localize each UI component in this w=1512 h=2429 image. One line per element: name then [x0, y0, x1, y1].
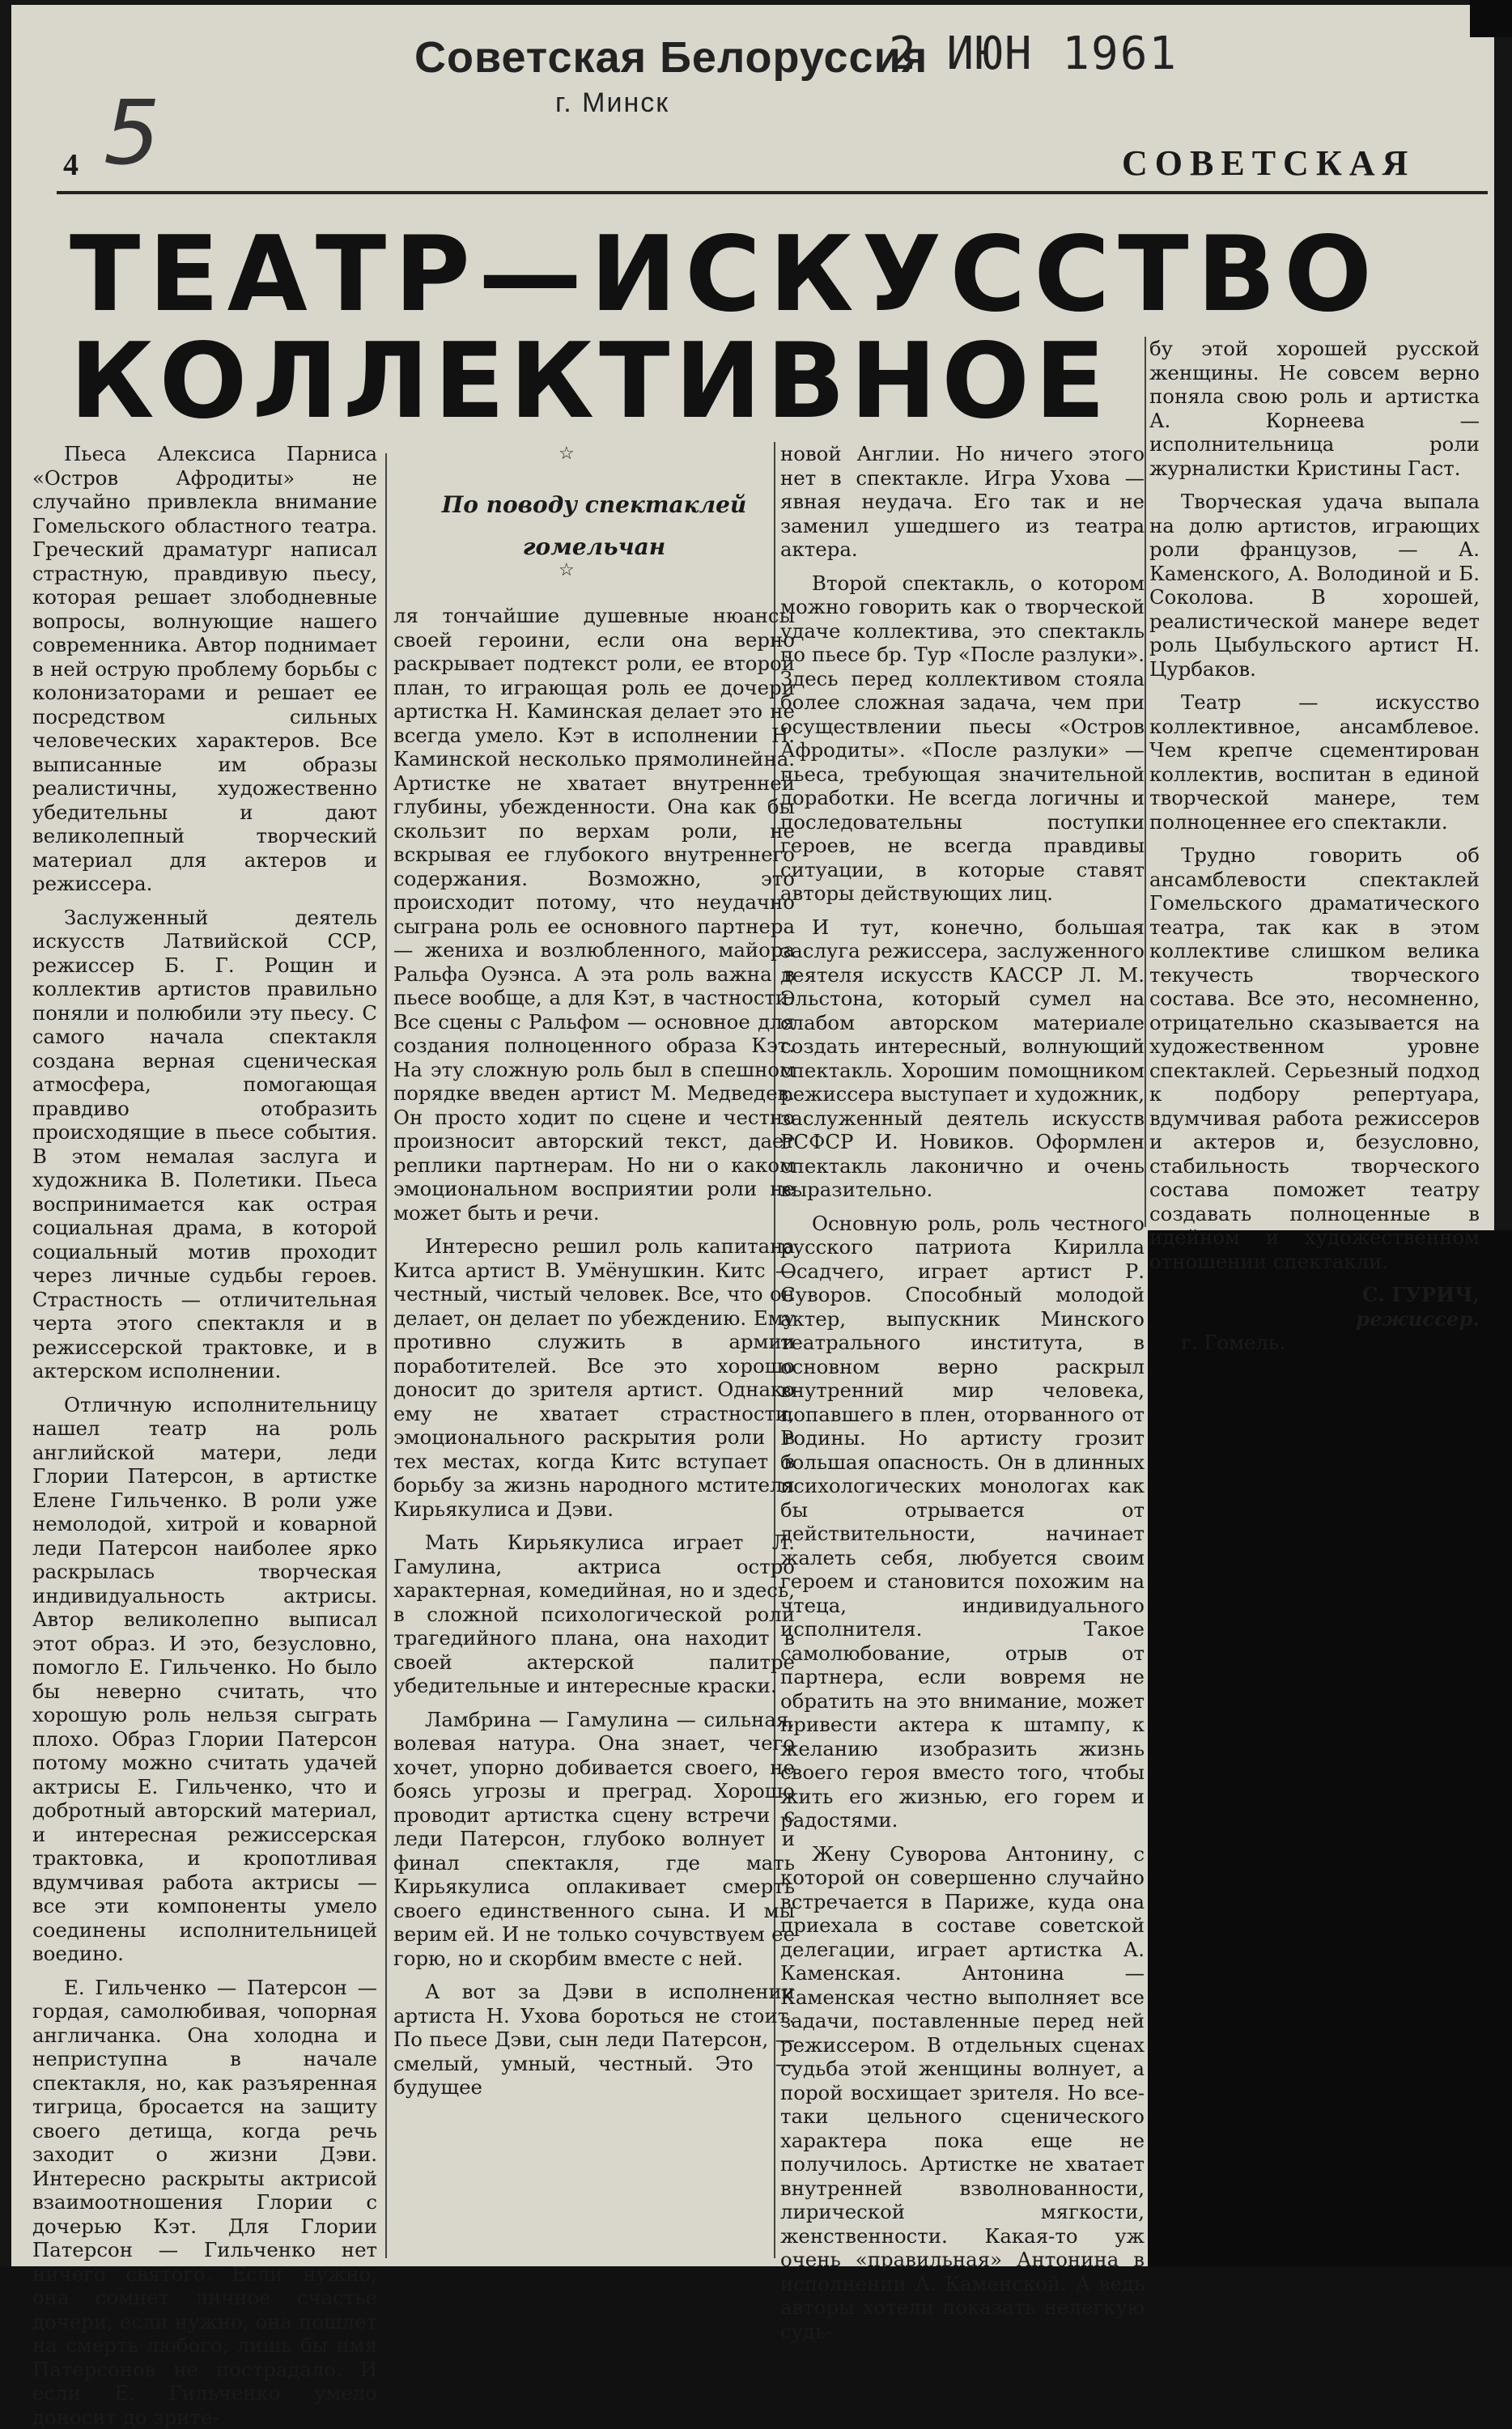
author-name: С. ГУРИЧ, [1149, 1283, 1480, 1307]
paragraph: Творческая удача выпала на долю артистов, играющих роли французов, — А. Каменского, А. Володиной и Б. Соколова. В хорошей, реалистической манере ведет роль Цыбульского артист Н. Цурбаков. [1149, 490, 1480, 681]
stamp-newspaper-name: Советская Белоруссия [414, 32, 928, 83]
column-divider [385, 453, 387, 2258]
headline-line-1: ТЕАТР—ИСКУССТВО [70, 223, 1380, 327]
paragraph: Интересно решил роль капитана Китса артист В. Умёнушкин. Китс — честный, чистый человек. Все, что он делает, он делает по убеждению. Ему противно служить в армии поработителей. Все это хорошо доносит до зрителя артист. Однако ему не хватает страстности, эмоционального раскрытия роли в тех местах, когда Китс вступает в борьбу за жизнь народного мстителя Кирьякулиса и Дэви. [393, 1234, 795, 1521]
article-column-1 [32, 442, 377, 2263]
author-role: режиссер. [1149, 1307, 1480, 1331]
stamp-city: г. Минск [555, 87, 669, 119]
scan-background-corner [1148, 1230, 1512, 2266]
paragraph: А вот за Дэви в исполнении артиста Н. Ухова бороться не стоит. По пьесе Дэви, сын леди Патерсон, — смелый, умный, честный. Это — будущее [393, 1980, 795, 2100]
paragraph: Пьеса Алексиса Парниса «Остров Афродиты» не случайно привлекла внимание Гомельского областного театра. Греческий драматург написал страстную, правдивую пьесу, которая решает злободневные вопросы, волнующие нашего современника. Автор поднимает в ней острую проблему борьбы с колонизаторами и решает ее посредством сильных человеческих характеров. Все выписанные им образы реалистичны, художественно убедительны и дают великолепный творческий материал для актеров и режиссера. [32, 442, 377, 896]
paragraph: И тут, конечно, большая заслуга режиссера, заслуженного деятеля искусств КАССР Л. М. Эльстона, который сумел на слабом авторском материале создать интересный, волнующий спектакль. Хорошим помощником режиссера выступает и художник, заслуженный деятель искусств РСФСР И. Новиков. Оформлен спектакль лаконично и очень выразительно. [780, 915, 1145, 1202]
headline-line-2: КОЛЛЕКТИВНОЕ [70, 330, 1111, 434]
paragraph: Е. Гильченко — Патерсон — гордая, самолюбивая, чопорная англичанка. Она холодна и неприступна в начале спектакля, но, как разъяренная тигрица, бросается на защиту своего детища, когда речь заходит о жизни Дэви. Интересно раскрыты актрисой взаимоотношения Глории с дочерью Кэт. Для Глории Патерсон — Гильченко нет ничего святого. Если нужно, она сомнет личное счастье дочери, если нужно, она пошлет на смерть любого, лишь бы имя Патерсонов не пострадало. И если Е. Гильченко умело доносит до зрите- [32, 1976, 377, 2429]
paragraph: Театр — искусство коллективное, ансамблевое. Чем крепче сцементирован коллектив, воспитан в единой творческой манере, тем полноценнее его спектакли. [1149, 690, 1480, 834]
paragraph: Мать Кирьякулиса играет Л. Гамулина, актриса остро характерная, комедийная, но и здесь, в сложной психологической роли трагедийного плана, она находит в своей актерской палитре убедительные и интересные краски. [393, 1531, 795, 1698]
scan-background-notch [1470, 0, 1512, 37]
article-column-2 [393, 604, 795, 2263]
masthead-title: СОВЕТСКАЯ [1122, 142, 1415, 184]
paragraph: Жену Суворова Антонину, с которой он совершенно случайно встречается в Париже, куда она приехала в составе советской делегации, играет артистка А. Каменская. Антонина — Каменская честно выполняет все задачи, поставленные перед ней режиссером. В отдельных сценах судьба этой женщины волнует, а порой восхищает зрителя. Но все-таки цельного сценического характера пока еще не получилось. Артистке не хватает внутренней взволнованности, лирической мягкости, женственности. Какая-то уж очень «правильная» Антонина в исполнении А. Каменской. А ведь авторы хотели показать нелегкую судь- [780, 1842, 1145, 2344]
page-number: 4 [63, 147, 79, 183]
article-column-4 [1149, 337, 1480, 1227]
article-subheading [393, 442, 795, 568]
dateline-place: г. Гомель. [1149, 1331, 1480, 1355]
paragraph: ля тончайшие душевные нюансы своей героини, если она верно раскрывает подтекст роли, ее второй план, то играющая роль ее дочери артистка Н. Каминская делает это не всегда умело. Кэт в исполнении Н. Каминской несколько прямолинейна. Артистке не хватает внутренней глубины, убежденности. Она как бы скользит по верхам роли, не вскрывая ее глубокого внутреннего содержания. Возможно, это происходит потому, что неудачно сыграна роль ее основного партнера — жениха и возлюбленного, майора Ральфа Оуэнса. А эта роль важна в пьесе вообще, а для Кэт, в частности. Все сцены с Ральфом — основное для создания полноценного образа Кэт. На эту сложную роль был в спешном порядке введен артист М. Медведев. Он просто ходит по сцене и честно произносит авторский текст, дает реплики партнерам. Но ни о каком эмоциональном восприятии роли не может быть и речи. [393, 604, 795, 1225]
paragraph: Второй спектакль, о котором можно говорить как о творческой удаче коллектива, это спектакль по пьесе бр. Тур «После разлуки». Здесь перед коллективом стояла более сложная задача, чем при осуществлении пьесы «Остров Афродиты». «После разлуки» — пьеса, требующая значительной доработки. Не всегда логичны и последовательны поступки героев, не всегда правдивы ситуации, в которые ставят авторы действующих лиц. [780, 571, 1145, 906]
handwritten-number: 5 [104, 81, 160, 185]
column-divider [1145, 337, 1146, 1227]
masthead-rule [57, 191, 1488, 194]
star-ornament-top: ☆ [559, 444, 575, 464]
author-signature [1149, 1283, 1480, 1331]
paragraph: Основную роль, роль честного русского патриота Кирилла Осадчего, играет артист Р. Суворов. Способный молодой актер, выпускник Минского театрального института, в основном верно раскрыл внутренний мир человека, попавшего в плен, оторванного от Родины. Но артисту грозит большая опасность. Он в длинных психологических монологах как бы отрывается от действительности, начинает жалеть себя, любуется своим героем и становится похожим на чтеца, индивидуального исполнителя. Такое самолюбование, отрыв от партнера, если вовремя не обратить на это внимание, может привести актера к штампу, к желанию изобразить жизнь своего героя вместо того, чтобы жить его жизнью, его горем и радостями. [780, 1212, 1145, 1832]
paragraph: Ламбрина — Гамулина — сильная, волевая натура. Она знает, чего хочет, упорно добивается своего, не боясь угрозы и преград. Хорошо проводит артистка сцену встречи с леди Патерсон, глубоко волнует и финал спектакля, где мать Кирьякулиса оплакивает смерть своего единственного сына. И мы верим ей. И не только сочувствуем ее горю, но и скорбим вместе с ней. [393, 1708, 795, 1971]
paragraph: новой Англии. Но ничего этого нет в спектакле. Игра Ухова — явная неудача. Его так и не заменил ушедшего из театра актера. [780, 442, 1145, 562]
stamp-date: 2 ИЮН 1961 [889, 28, 1178, 80]
paragraph: Заслуженный деятель искусств Латвийской ССР, режиссер Б. Г. Рощин и коллектив артистов правильно поняли и полюбили эту пьесу. С самого начала спектакля создана верная сценическая атмосфера, помогающая правдиво отобразить происходящие в пьесе события. В этом немалая заслуга и художника В. Полетики. Пьеса воспринимается как острая социальная драма, в которой социальный мотив проходит через личные судьбы героев. Страстность — отличительная черта этого спектакля и в режиссерской трактовке, и в актерском исполнении. [32, 906, 377, 1383]
paragraph: бу этой хорошей русской женщины. Не совсем верно поняла свою роль и артистка А. Корнеева — исполнительница роли журналистки Кристины Гаст. [1149, 337, 1480, 480]
paragraph: Отличную исполнительницу нашел театр на роль английской матери, леди Глории Патерсон, в артистке Елене Гильченко. В роли уже немолодой, хитрой и коварной леди Патерсон наиболее ярко раскрылась творческая индивидуальность актрисы. Автор великолепно выписал этот образ. И это, безусловно, помогло Е. Гильченко. Но было бы неверно считать, что хорошую роль нельзя сыграть плохо. Образ Глории Патерсон потому можно считать удачей актрисы Е. Гильченко, что и добротный авторский материал, и интересная режиссерская трактовка, и кропотливая вдумчивая работа актрисы — все эти компоненты умело соединены исполнительницей воедино. [32, 1393, 377, 1966]
subheading-text: По поводу спектаклей гомельчан [442, 491, 747, 560]
paragraph: Трудно говорить об ансамблевости спектаклей Гомельского драматического театра, так как в этом коллективе слишком велика текучесть творческого состава. Все это, несомненно, отрицательно сказывается на художественном уровне спектаклей. Серьезный подход к подбору репертуара, вдумчивая работа режиссеров и актеров и, безусловно, стабильность творческого состава поможет театру создавать полноценные в идейном и художественном отношении спектакли. [1149, 843, 1480, 1273]
star-ornament-bottom: ☆ [559, 560, 575, 580]
article-column-3 [780, 442, 1145, 2263]
